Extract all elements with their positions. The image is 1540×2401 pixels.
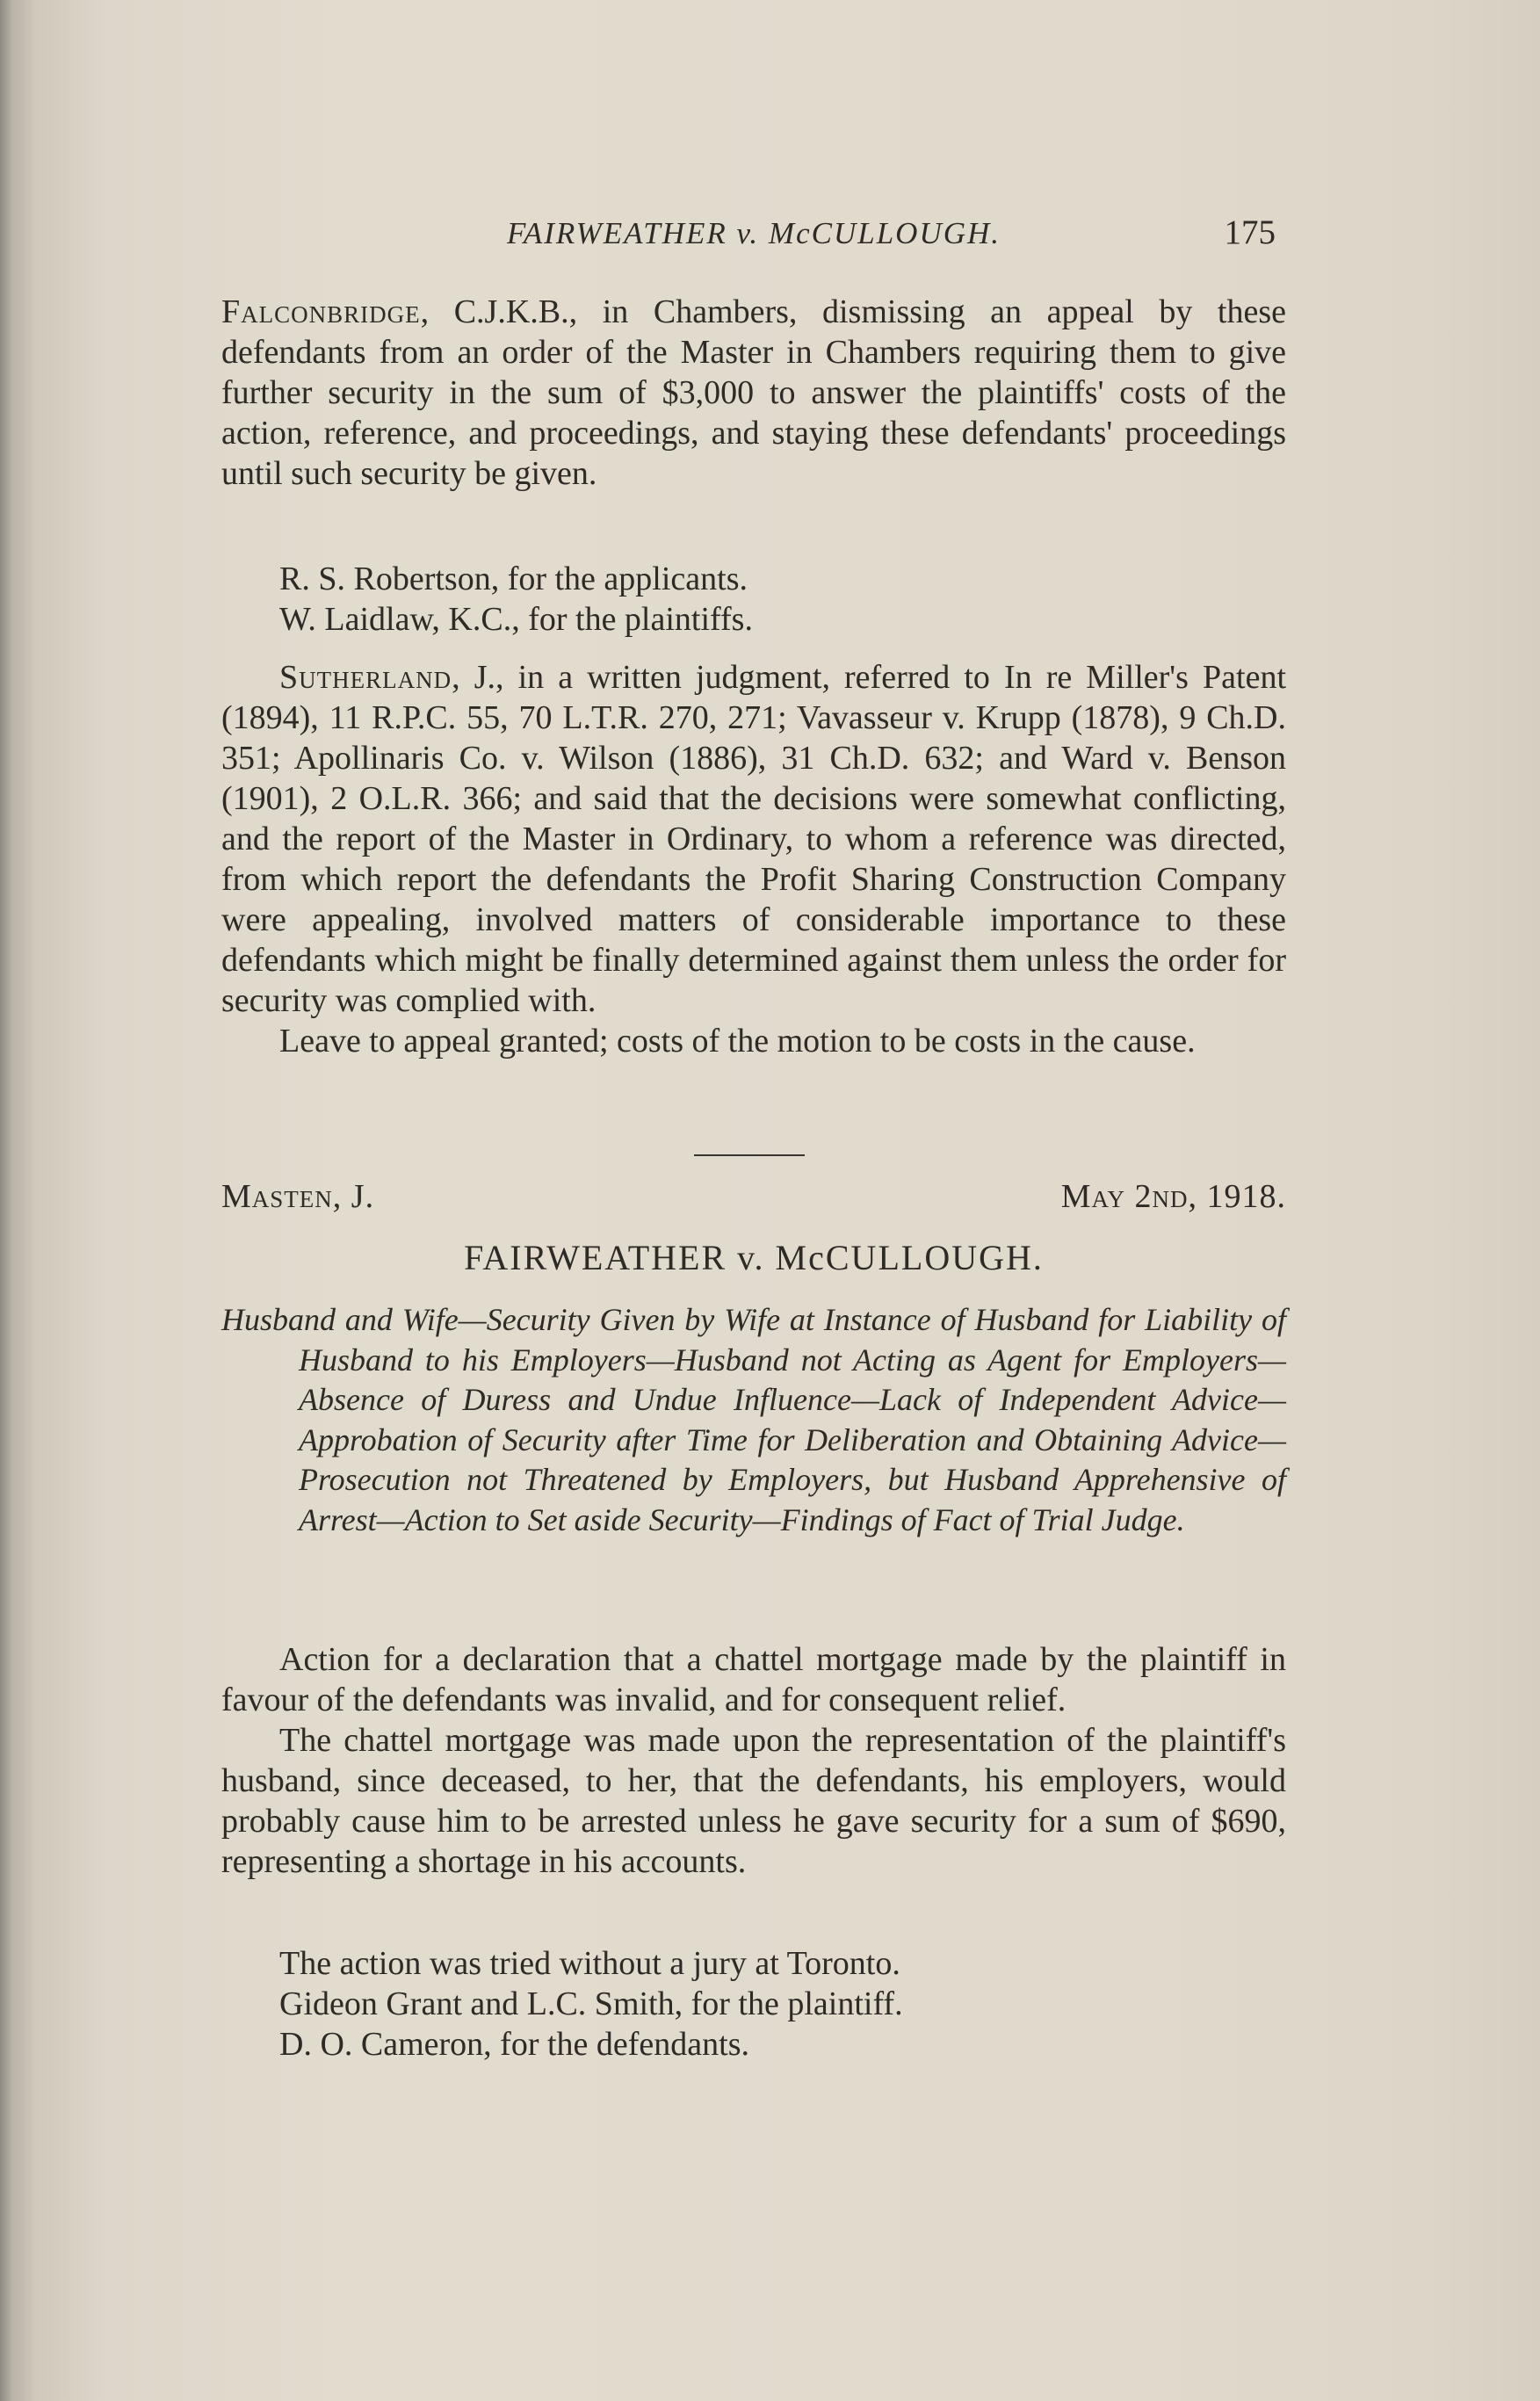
judgment-paragraph [221, 657, 1286, 1021]
case-counsel [221, 1943, 1344, 2065]
counsel-line: W. Laidlaw, K.C., for the plaintiffs. [279, 601, 753, 638]
motion-judge-name: Falconbridge [221, 293, 421, 330]
judgment-section [221, 657, 1286, 1061]
counsel-line: R. S. Robertson, for the applicants. [279, 560, 748, 597]
running-title: FAIRWEATHER v. McCULLOUGH. [506, 216, 1001, 250]
page-number: 175 [1224, 213, 1276, 251]
action-paragraph: Action for a declaration that a chattel mortgage made by the plaintiff in favour of the defendants was invalid, and for consequent relief. [221, 1641, 1286, 1718]
motion-text: , C.J.K.B., in Chambers, dismissing an appeal by these defendants from an order of the Master in Chambers requiring them to give further security in the sum of $3,000 to answer the plaintiffs' costs of the action, reference, and proceedings, and staying these defendants' proceedings until such security be given. [221, 293, 1286, 492]
counsel-line: Gideon Grant and L.C. Smith, for the plaintiff. [279, 1985, 903, 2022]
case-date: May 2nd, 1918. [1060, 1178, 1286, 1215]
judgment-text: , J., in a written judgment, referred to In re Miller's Patent (1894), 11 R.P.C. 55, 70 L.T.R. 270, 271; Vavasseur v. Krupp (1878), 9 Ch.D. 351; Apollinaris Co. v. Wilson (1886), 31 Ch.D. 632; and Ward v. Benson (1901), 2 O.L.R. 366; and said that the decisions were somewhat conflicting, and the report of the Master in Ordinary, to whom a reference was directed, from which report the defendants the Profit Sharing Construction Company were appealing, involved matters of considerable importance to these defendants which might be finally determined against them unless the order for security was complied with. [221, 659, 1286, 1019]
judgment-judge-name: Sutherland [279, 659, 452, 696]
result-paragraph: Leave to appeal granted; costs of the motion to be costs in the cause. [279, 1023, 1196, 1059]
facts-paragraph: The chattel mortgage was made upon the representation of the plaintiff's husband, since deceased, to her, that the defendants, his employers, would probably cause him to be arrested unless he gave security for a sum of $690, representing a shortage in his accounts. [221, 1722, 1286, 1880]
motion-paragraph [221, 292, 1286, 494]
running-head [221, 209, 1286, 258]
case-body [221, 1639, 1286, 1882]
case-date-line [221, 1177, 1286, 1221]
case-headnote: Husband and Wife—Security Given by Wife at Instance of Husband for Liability of Husband to his Employers—Husband not Acting as Agent for Employers—Absence of Duress and Undue Influence—Lack of Independent Advice—Approbation of Security after Time for Deliberation and Obtaining Advice—Prosecution not Threatened by Employers, but Husband Apprehensive of Arrest—Action to Set aside Security—Findings of Fact of Trial Judge. [221, 1302, 1286, 1537]
motion-section [221, 292, 1286, 494]
trial-line: The action was tried without a jury at Toronto. [279, 1945, 900, 1982]
motion-counsel [221, 559, 1344, 640]
case-title: FAIRWEATHER v. McCULLOUGH. [464, 1238, 1044, 1277]
counsel-line: D. O. Cameron, for the defendants. [279, 2026, 750, 2063]
section-divider [694, 1154, 805, 1156]
case-judge: Masten, J. [221, 1178, 375, 1215]
